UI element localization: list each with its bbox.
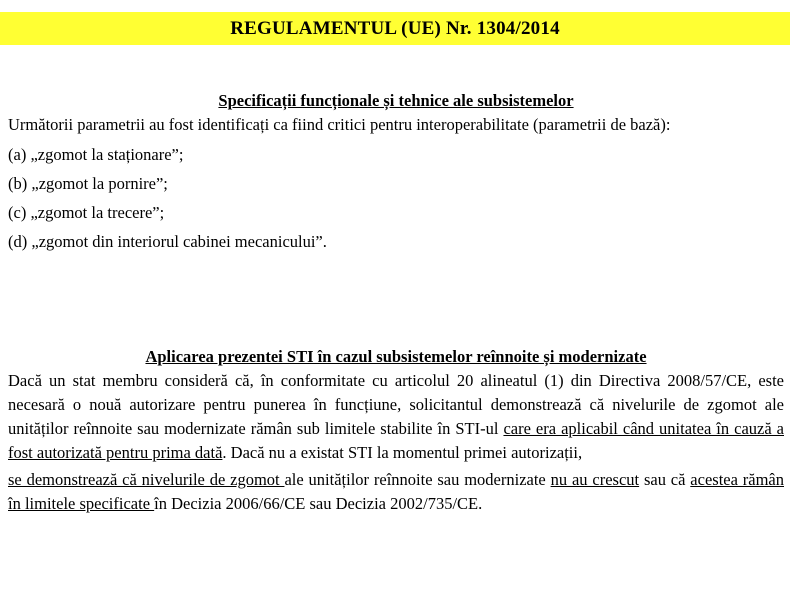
title-banner bbox=[0, 12, 790, 45]
underlined-phrase: acestea rămân în limitele specificate bbox=[8, 470, 784, 513]
section-renewed-subsystems bbox=[8, 345, 784, 516]
underlined-phrase: se demonstrează că nivelurile de zgomot bbox=[8, 470, 285, 489]
section-heading-specs: Specificații funcționale și tehnice ale subsistemelor bbox=[218, 91, 574, 110]
paragraph-text: sau că bbox=[639, 470, 691, 489]
paragraph-text: în Decizia 2006/66/CE sau Decizia 2002/735/CE. bbox=[154, 494, 483, 513]
paragraph-authorization bbox=[8, 369, 784, 465]
underlined-phrase: care era aplicabil când unitatea în cauză a fost autorizată pentru prima dată bbox=[8, 419, 784, 462]
list-item-a: (a) „zgomot la staționare”; bbox=[8, 145, 184, 164]
list-item-b: (b) „zgomot la pornire”; bbox=[8, 174, 168, 193]
list-item-d: (d) „zgomot din interiorul cabinei mecanicului”. bbox=[8, 232, 327, 251]
paragraph-text: . Dacă nu a existat STI la momentul primei autorizații, bbox=[222, 443, 583, 462]
underlined-phrase: nu au crescut bbox=[550, 470, 640, 489]
paragraph-text: Dacă un stat membru consideră că, în conformitate cu articolul 20 alineatul (1) din Directiva 2008/57/CE, este necesară o nouă autorizare pentru punerea în funcțiune, solicitantul demonstrează că nivelurile de zgomot ale unităților reînnoite sau modernizate rămân sub limitele stabilite în STI-ul bbox=[8, 371, 784, 438]
paragraph-noise-levels bbox=[8, 468, 784, 516]
page-title: REGULAMENTUL (UE) Nr. 1304/2014 bbox=[230, 17, 560, 39]
section-heading-renewed: Aplicarea prezentei STI în cazul subsistemelor reînnoite și modernizate bbox=[145, 347, 647, 366]
list-item-c: (c) „zgomot la trecere”; bbox=[8, 203, 165, 222]
intro-paragraph: Următorii parametrii au fost identificați ca fiind critici pentru interoperabilitate (parametrii de bază): bbox=[8, 115, 671, 134]
paragraph-text: ale unităților reînnoite sau modernizate bbox=[284, 470, 551, 489]
section-functional-specs bbox=[8, 89, 784, 256]
